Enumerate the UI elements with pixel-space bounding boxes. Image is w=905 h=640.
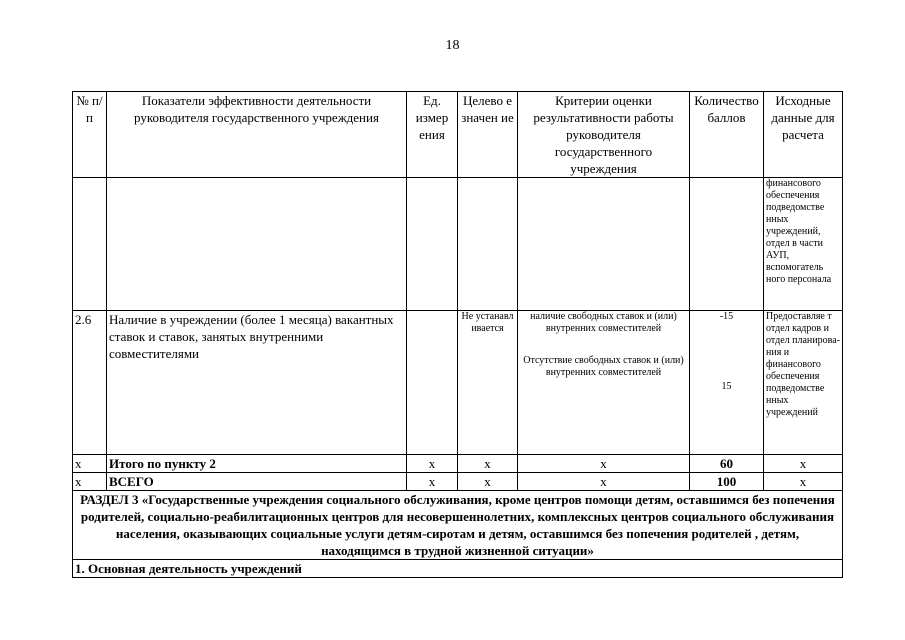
header-points: Количество баллов [690, 92, 764, 178]
row-2-6-num: 2.6 [73, 311, 107, 455]
total-2-points: 60 [690, 455, 764, 473]
grand-total-label: ВСЕГО [107, 473, 407, 491]
row-2-6-points-2: 15 [721, 381, 732, 392]
header-target: Целево е значен ие [458, 92, 518, 178]
continuation-source: финансового обеспечения подведомстве нных учреждений, отдел в части АУП, вспомогатель ного персонала [764, 178, 843, 311]
section-3-title: РАЗДЕЛ 3 «Государственные учреждения социального обслуживания, кроме центров помощи детям, оставшимся без попечения родителей, социально-реабилитационных центров для несовершеннолетних, комплексных центров социального обслуживания населения, оказывающих социальные услуги детям-сиротам и детям, оставшимся без попечения родителей , детям, находящимся в трудной жизненной ситуации» [73, 491, 843, 560]
page-number: 18 [445, 38, 460, 53]
table-row-continuation [73, 178, 843, 311]
header-criteria: Критерии оценки результативности работы руководителя государственного учреждения [518, 92, 690, 178]
row-2-6-indicator: Наличие в учреждении (более 1 месяца) вакантных ставок и ставок, занятых внутренними совместителями [107, 311, 407, 455]
table-row-2-6 [73, 311, 843, 455]
row-2-6-criteria-1: наличие свободных ставок и (или) внутренних совместителей [530, 311, 677, 334]
row-2-6-points-1: -15 [719, 311, 734, 322]
grand-total-points: 100 [690, 473, 764, 491]
section-3-row [73, 491, 843, 560]
row-2-6-criteria-2: Отсутствие свободных ставок и (или) внутренних совместителей [523, 355, 684, 378]
table-row-total-2: х Итого по пункту 2 х х х 60 х [73, 455, 843, 473]
subsection-1-row [73, 560, 843, 578]
row-2-6-criteria [518, 311, 690, 455]
total-2-label: Итого по пункту 2 [107, 455, 407, 473]
header-unit: Ед. измер ения [407, 92, 458, 178]
subsection-1-title: 1. Основная деятельность учреждений [73, 560, 843, 578]
row-2-6-target: Не устанавл ивается [458, 311, 518, 455]
header-num: № п/п [73, 92, 107, 178]
header-source: Исходные данные для расчета [764, 92, 843, 178]
header-indicator: Показатели эффективности деятельности руководителя государственного учреждения [107, 92, 407, 178]
row-2-6-points [690, 311, 764, 455]
row-2-6-source: Предоставляе т отдел кадров и отдел планирова- ния и финансового обеспечения подведомстве нных учреждений [764, 311, 843, 455]
table-header-row [73, 92, 843, 178]
table-row-grand-total: х ВСЕГО х х х 100 х [73, 473, 843, 491]
indicators-table [72, 91, 843, 578]
